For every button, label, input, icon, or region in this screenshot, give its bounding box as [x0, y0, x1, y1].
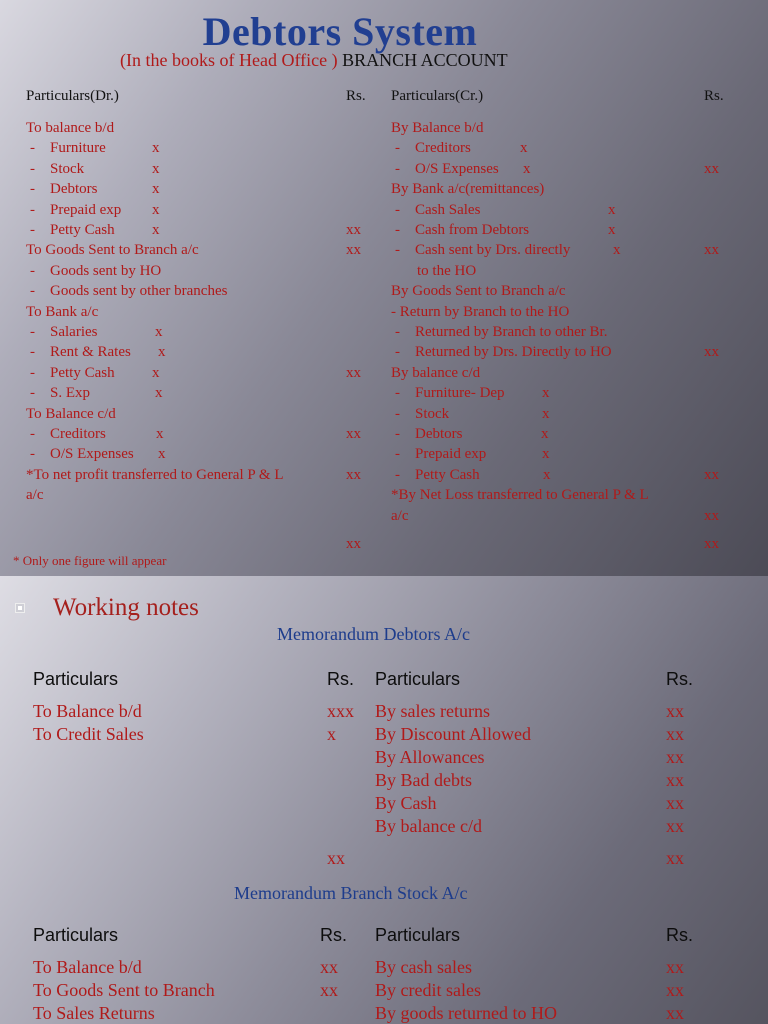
- credit-amount: xx: [704, 160, 719, 177]
- credit-item-label: O/S Expenses: [415, 160, 499, 177]
- credit-amount: xx: [704, 507, 719, 524]
- debit-dash: -: [30, 385, 35, 402]
- cr-rs-header: Rs.: [704, 88, 724, 104]
- credit-item-label: Creditors: [415, 140, 471, 157]
- debit-dash: -: [30, 222, 35, 238]
- memo-stock-debit-row-label: To Sales Returns: [33, 1003, 155, 1023]
- footnote: * Only one figure will appear: [13, 553, 167, 568]
- debit-amount: xx: [346, 466, 361, 483]
- debit-line: a/c: [26, 487, 44, 504]
- memo-stock-credit-row-amount: xx: [666, 957, 684, 977]
- debit-dash: -: [30, 344, 35, 361]
- credit-item-mark: x: [613, 242, 621, 259]
- debit-amount: xx: [346, 426, 361, 442]
- debit-dash: -: [30, 201, 35, 218]
- memo-debtors-total-right: xx: [666, 848, 684, 868]
- memo-debtors-credit-row-label: By Discount Allowed: [375, 724, 531, 744]
- debit-item-mark: x: [152, 160, 160, 177]
- credit-line: By Balance b/d: [391, 120, 484, 136]
- credit-dash: -: [395, 140, 400, 157]
- subtitle-books: (In the books of Head Office ): [120, 50, 338, 70]
- memo-stock-credit-row-label: By credit sales: [375, 980, 481, 1000]
- cr-header: Particulars(Cr.): [391, 88, 484, 104]
- credit-dash: -: [395, 324, 400, 340]
- debit-total: xx: [346, 536, 361, 552]
- memo-debtors-credit-row-label: By sales returns: [375, 701, 490, 721]
- memo-debtors-debit-row-label: To Balance b/d: [33, 701, 142, 721]
- debit-dash: -: [30, 324, 35, 340]
- memo-debtors-credit-row-amount: xx: [666, 816, 684, 836]
- credit-dash: -: [395, 160, 400, 177]
- debit-item-label: Stock: [50, 160, 85, 177]
- memo-stock-credit-row-amount: xx: [666, 980, 684, 1000]
- credit-item-label: Cash sent by Drs. directly: [415, 242, 571, 259]
- credit-dash: -: [395, 201, 400, 218]
- memo-debtors-credit-row-label: By balance c/d: [375, 816, 482, 836]
- debit-dash: -: [30, 181, 35, 198]
- debit-item-label: O/S Expenses: [50, 446, 134, 463]
- credit-amount: xx: [704, 466, 719, 483]
- credit-item-label: Returned by Drs. Directly to HO: [415, 344, 612, 361]
- credit-item-label: Petty Cash: [415, 466, 480, 483]
- credit-item-mark: x: [608, 222, 616, 238]
- debit-line: To Goods Sent to Branch a/c: [26, 242, 199, 259]
- memo-stock-debit-row-amount: xx: [320, 957, 338, 977]
- credit-item-mark: x: [542, 446, 550, 463]
- debit-item-label: Rent & Rates: [50, 344, 131, 361]
- credit-item-mark: x: [520, 140, 528, 157]
- subtitle: [120, 50, 508, 71]
- credit-item-mark: x: [608, 201, 616, 218]
- debit-item-label: Salaries: [50, 324, 98, 340]
- memo-debtors-debit-row-label: To Credit Sales: [33, 724, 144, 744]
- debit-amount: xx: [346, 364, 361, 381]
- debit-amount: xx: [346, 222, 361, 238]
- memo-debtors-h-rs-left: Rs.: [327, 669, 354, 689]
- credit-item-label: Returned by Branch to other Br.: [415, 324, 608, 340]
- debit-dash: -: [30, 364, 35, 381]
- memo-debtors-title: Memorandum Debtors A/c: [277, 624, 470, 644]
- dr-rs-header: Rs.: [346, 88, 366, 104]
- debit-dash: -: [30, 262, 35, 279]
- credit-dash: -: [395, 242, 400, 259]
- credit-line: By Goods Sent to Branch a/c: [391, 283, 566, 300]
- debit-item-label: Petty Cash: [50, 364, 115, 381]
- debit-item-label: Goods sent by HO: [50, 262, 162, 279]
- debit-dash: -: [30, 446, 35, 463]
- credit-item-continuation: to the HO: [417, 262, 477, 279]
- credit-line: *By Net Loss transferred to General P & L: [391, 487, 649, 504]
- credit-item-label: Stock: [415, 405, 450, 422]
- credit-item-mark: x: [543, 466, 551, 483]
- memo-stock-credit-row-label: By cash sales: [375, 957, 472, 977]
- credit-dash: -: [395, 222, 400, 238]
- debit-item-mark: x: [152, 181, 160, 198]
- memo-debtors-credit-row-label: By Allowances: [375, 747, 485, 767]
- credit-line: a/c: [391, 507, 409, 524]
- bullet-icon: [15, 603, 25, 613]
- credit-item-label: Cash Sales: [415, 201, 481, 218]
- debit-line: To balance b/d: [26, 120, 115, 136]
- dr-header: Particulars(Dr.): [26, 88, 119, 104]
- debit-dash: -: [30, 160, 35, 177]
- credit-dash: -: [395, 405, 400, 422]
- debit-item-mark: x: [155, 324, 163, 340]
- debit-item-mark: x: [156, 426, 164, 442]
- debit-item-label: S. Exp: [50, 385, 91, 402]
- memo-stock-h-particulars-left: Particulars: [33, 925, 119, 945]
- credit-amount: xx: [704, 242, 719, 259]
- memo-stock-h-particulars-right: Particulars: [375, 925, 461, 945]
- memo-stock-h-rs-left: Rs.: [320, 925, 347, 945]
- credit-item-mark: x: [523, 160, 531, 177]
- credit-dash: -: [395, 426, 400, 442]
- debit-item-label: Prepaid exp: [50, 201, 122, 218]
- memo-debtors-credit-row-label: By Cash: [375, 793, 437, 813]
- memo-debtors-credit-row-amount: xx: [666, 793, 684, 813]
- debit-item-mark: x: [152, 222, 160, 238]
- memo-debtors-h-particulars-right: Particulars: [375, 669, 461, 689]
- debit-dash: -: [30, 283, 35, 300]
- credit-amount: xx: [704, 344, 719, 361]
- credit-line: - Return by Branch to the HO: [391, 303, 570, 320]
- memo-debtors-total-left: xx: [327, 848, 345, 868]
- memo-stock-h-rs-right: Rs.: [666, 925, 693, 945]
- debit-item-label: Debtors: [50, 181, 98, 198]
- credit-dash: -: [395, 446, 400, 463]
- memo-debtors-credit-row-amount: xx: [666, 701, 684, 721]
- credit-item-label: Prepaid exp: [415, 446, 487, 463]
- memo-stock-debit-row-label: To Goods Sent to Branch: [33, 980, 215, 1000]
- credit-item-mark: x: [542, 405, 550, 422]
- debit-item-mark: x: [152, 364, 160, 381]
- debit-item-label: Furniture: [50, 140, 106, 157]
- credit-line: By balance c/d: [391, 364, 481, 381]
- credit-dash: -: [395, 466, 400, 483]
- debit-item-mark: x: [155, 385, 163, 402]
- credit-item-label: Furniture- Dep: [415, 385, 505, 402]
- debit-item-label: Goods sent by other branches: [50, 283, 228, 300]
- memo-stock-debit-row-label: To Balance b/d: [33, 957, 142, 977]
- debit-item-mark: x: [158, 446, 166, 463]
- credit-dash: -: [395, 344, 400, 361]
- debit-item-label: Creditors: [50, 426, 106, 442]
- debit-line: *To net profit transferred to General P & L: [26, 466, 284, 483]
- memo-stock-debit-row-amount: xx: [320, 980, 338, 1000]
- page-title: Debtors System: [202, 9, 478, 54]
- debit-item-mark: x: [152, 201, 160, 218]
- credit-dash: -: [395, 385, 400, 402]
- memo-debtors-credit-row-label: By Bad debts: [375, 770, 472, 790]
- debit-dash: -: [30, 426, 35, 442]
- credit-item-label: Cash from Debtors: [415, 222, 530, 238]
- credit-item-mark: x: [542, 385, 550, 402]
- memo-debtors-debit-row-amount: xxx: [327, 701, 354, 721]
- credit-item-label: Debtors: [415, 426, 463, 442]
- memo-debtors-h-particulars-left: Particulars: [33, 669, 119, 689]
- memo-stock-title: Memorandum Branch Stock A/c: [234, 883, 468, 903]
- memo-debtors-h-rs-right: Rs.: [666, 669, 693, 689]
- memo-debtors-credit-row-amount: xx: [666, 724, 684, 744]
- debit-item-label: Petty Cash: [50, 222, 115, 238]
- debit-amount: xx: [346, 242, 361, 259]
- memo-stock-credit-row-label: By goods returned to HO: [375, 1003, 557, 1023]
- memo-stock-credit-row-amount: xx: [666, 1003, 684, 1023]
- subtitle-branch-account: BRANCH ACCOUNT: [342, 50, 508, 70]
- credit-item-mark: x: [541, 426, 549, 442]
- memo-debtors-debit-row-amount: x: [327, 724, 336, 744]
- debit-line: To Bank a/c: [26, 303, 99, 320]
- credit-total: xx: [704, 536, 719, 552]
- debit-item-mark: x: [158, 344, 166, 361]
- memo-debtors-credit-row-amount: xx: [666, 747, 684, 767]
- credit-line: By Bank a/c(remittances): [391, 181, 545, 198]
- debit-line: To Balance c/d: [26, 405, 116, 422]
- debit-item-mark: x: [152, 140, 160, 157]
- working-notes-heading: Working notes: [53, 594, 199, 621]
- debit-dash: -: [30, 140, 35, 157]
- memo-debtors-credit-row-amount: xx: [666, 770, 684, 790]
